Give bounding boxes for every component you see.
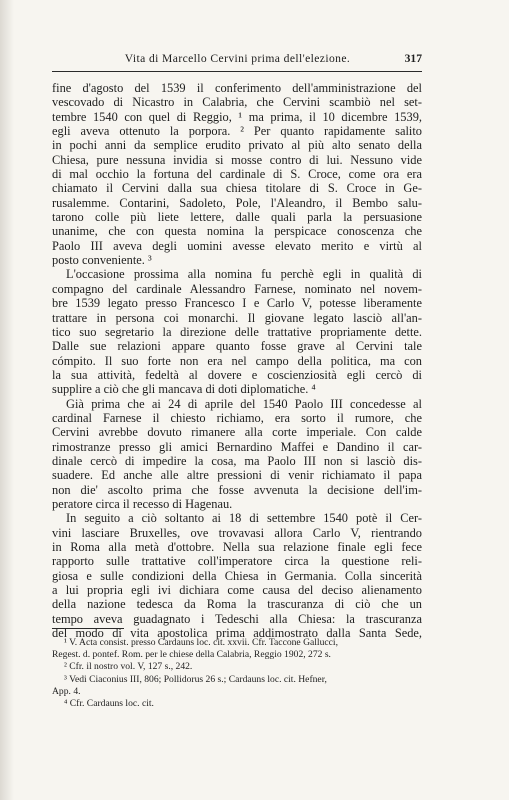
footnote-1: ¹ V. Acta consist. presso Cardauns loc. cit. xxvii. Cfr. Taccone Gallucci,	[64, 637, 338, 648]
text-line: trattare in persona coi monarchi. Il giovane legato lasciò all'an-	[52, 310, 422, 325]
text-line: cardinal Farnese il chiesto richiamo, era sorto il rumore, che	[52, 410, 422, 425]
text-line: la sua attività, fedeltà al dovere e coscienziosità egli cercò di	[52, 367, 422, 382]
text-line: fine d'agosto del 1539 il conferimento dell'amministrazione del	[52, 81, 422, 95]
text-line: suadere. Ed anche alle altre pressioni di venir richiamato il papa	[52, 468, 422, 483]
text-line: bre 1539 legato presso Francesco I e Carlo V, potesse liberamente	[52, 296, 422, 311]
text-line: tembre 1540 con quel di Reggio, ¹ ma prima, il 10 dicembre 1539,	[52, 109, 422, 124]
footnote-4: ⁴ Cfr. Cardauns loc. cit.	[64, 698, 154, 710]
text-line: Cervini avrebbe dovuto rimanere alla corte imperiale. Con calde	[52, 425, 422, 440]
text-line: rapporto sulle trattative coll'imperatore circa la questione reli-	[52, 554, 422, 569]
paragraph-first-line: L'occasione prossima alla nomina fu perchè egli in qualità di	[66, 267, 422, 282]
text-line: Paolo III aveva degli uomini avesse elevato merito e virtù al	[52, 238, 422, 253]
text-line: tico suo segretario la direzione delle trattative propriamente dette.	[52, 324, 422, 339]
footnote-divider	[52, 628, 124, 629]
text-line: posto conveniente. ³	[52, 253, 152, 268]
text-line: chiamato il Cervini dalla sua chiesa titolare di S. Croce in Ge-	[52, 181, 422, 196]
text-line: supplire a ciò che gli mancava di doti diplomatiche. ⁴	[52, 382, 316, 397]
text-line: in pochi anni da semplice erudito privato al più alto senato della	[52, 138, 422, 153]
paragraph-first-line: Già prima che ai 24 di aprile del 1540 Paolo III concedesse al	[66, 396, 422, 411]
running-title: Vita di Marcello Cervini prima dell'elezione.	[124, 52, 351, 65]
text-line: tempo aveva guadagnato i Tedeschi alla Chiesa: la trascuranza	[52, 611, 422, 626]
text-line: rusalemme. Contarini, Sadoleto, Pole, l'Aleandro, il Bembo salu-	[52, 195, 422, 210]
text-line: giosa e sulle condizioni della Chiesa in Germania. Colla sincerità	[52, 568, 422, 583]
footnote-3-continued: App. 4.	[52, 685, 81, 697]
text-line: non die' ascolto prima che fosse avvenuta la decisione dell'im-	[52, 482, 422, 497]
paragraph-first-line: In seguito a ciò soltanto ai 18 di settembre 1540 potè il Cer-	[66, 511, 422, 526]
text-line: egli aveva ottenuto la porpora. ² Per quanto rapidamente salito	[52, 124, 422, 139]
text-line: tarono colle più liete lettere, dalle quali parla la persuasione	[52, 210, 422, 225]
text-line: dinale cercò di impedire la cosa, ma Paolo III non si lasciò dis-	[52, 453, 422, 468]
text-line: rimostranze presso gli amici Bernardino Maffei e Dandino il car-	[52, 439, 422, 454]
footnote-1-continued: Regest. d. pontef. Rom. per le chiese della Calabria, Reggio 1902, 272 s.	[52, 649, 331, 661]
body-text	[52, 81, 422, 640]
text-line: Chiesa, pure nessuna invidia si mosse contro di lui. Nessuno vide	[52, 152, 422, 167]
footnote-3: ³ Vedi Ciaconius III, 806; Pollidorus 26 s.; Cardauns loc. cit. Hefner,	[64, 673, 327, 685]
footnotes	[52, 637, 422, 710]
text-line: vini lasciare Bruxelles, ove trovavasi allora Carlo V, rientrando	[52, 525, 422, 540]
text-line: compagno del cardinale Alessandro Farnese, nominato nel novem-	[52, 281, 422, 296]
page-number: 317	[404, 52, 422, 65]
text-line: vescovado di Nicastro in Calabria, che Cervini scambiò nel set-	[52, 95, 422, 110]
text-line: della nazione tedesca da Roma la trascuranza di ciò che un	[52, 597, 422, 612]
text-line: a lui propria egli ivi dichiara come causa del deciso alienamento	[52, 583, 422, 598]
footnote-2: ² Cfr. il nostro vol. V, 127 s., 242.	[64, 661, 193, 673]
text-line: di mal occhio la fortuna del cardinale di S. Croce, come ora era	[52, 167, 422, 182]
text-line: Dalle sue relazioni appare quanto fosse grave al Cervini tale	[52, 339, 422, 354]
header-divider	[52, 71, 422, 72]
text-line: cómpito. Il suo forte non era nel campo della politica, ma con	[52, 353, 422, 368]
text-line: peratore circa il recesso di Hagenau.	[52, 496, 233, 511]
text-line: del modo di vita apostolica prima addimostrato dalla Santa Sede,	[52, 626, 422, 641]
text-line: in Roma alla metà d'ottobre. Nella sua relazione finale egli fece	[52, 540, 422, 554]
text-line: unanime, che con questa nomina la perspicace conoscenza che	[52, 224, 422, 239]
